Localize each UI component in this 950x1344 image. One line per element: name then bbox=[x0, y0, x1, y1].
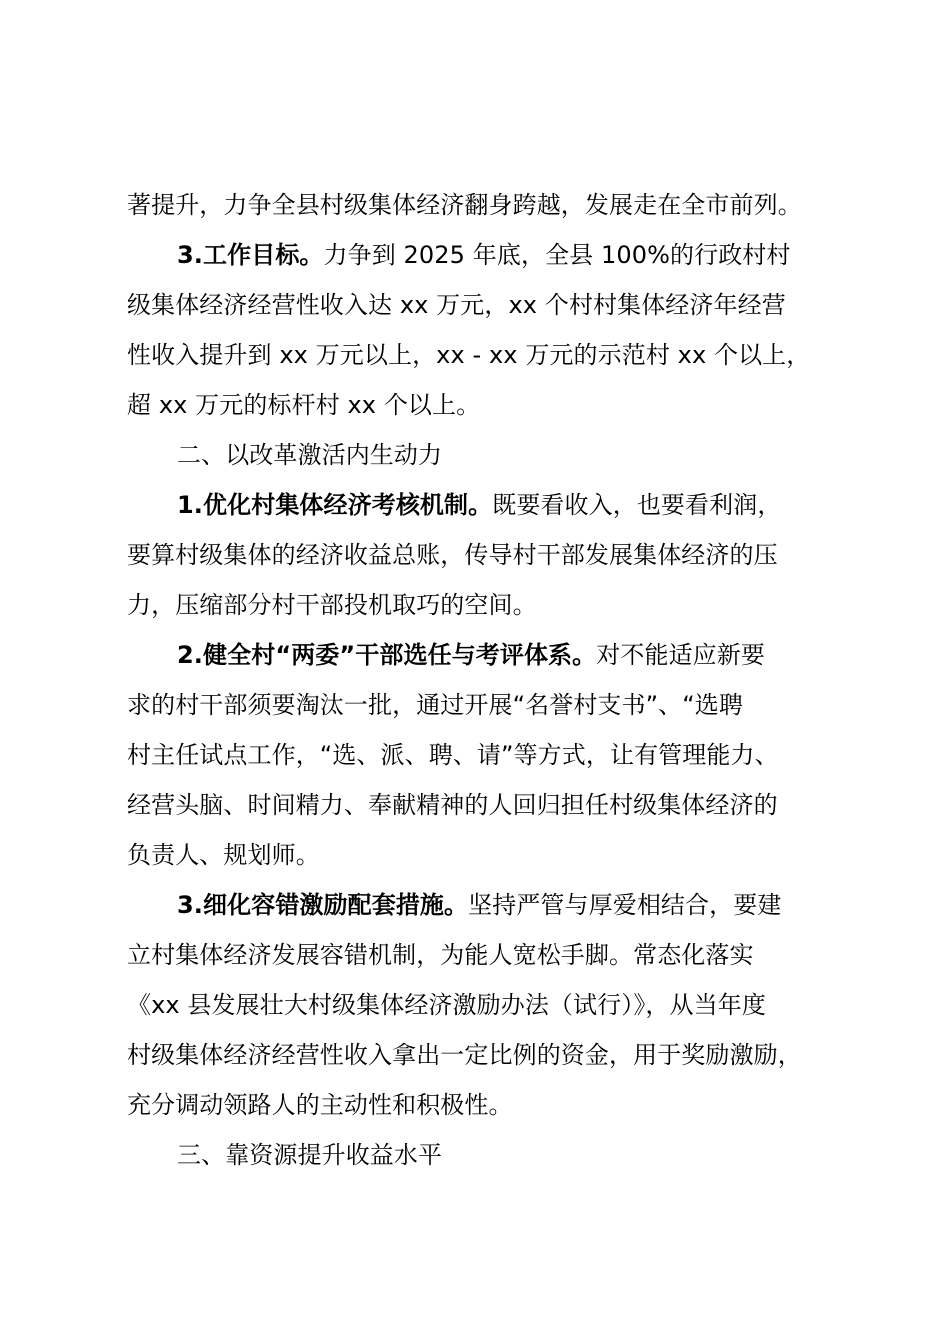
section-heading bbox=[177, 1139, 442, 1171]
line-text: 既要看收入，也要看利润， bbox=[492, 491, 782, 519]
line-text: 村级集体经济经营性收入拿出一定比例的资金，用于奖励激励， bbox=[127, 1041, 802, 1069]
line-text: 级集体经济经营性收入达 xx 万元，xx 个村村集体经济年经营 bbox=[127, 291, 786, 319]
line-text: 要算村级集体的经济收益总账，传导村干部发展集体经济的压 bbox=[127, 541, 778, 569]
paragraph-line bbox=[127, 389, 480, 421]
item-heading: 3.细化容错激励配套措施。 bbox=[177, 891, 469, 919]
line-text: 求的村干部须要淘汰一批，通过开展“名誉村支书”、“选聘 bbox=[127, 691, 743, 719]
paragraph-line bbox=[127, 539, 778, 571]
paragraph-line bbox=[127, 939, 754, 971]
section-heading-text: 三、靠资源提升收益水平 bbox=[177, 1141, 443, 1169]
paragraph-line bbox=[127, 289, 786, 321]
paragraph-line bbox=[177, 239, 791, 271]
section-heading-text: 二、以改革激活内生动力 bbox=[177, 441, 443, 469]
paragraph-line bbox=[127, 739, 779, 771]
line-text: 性收入提升到 xx 万元以上，xx - xx 万元的示范村 xx 个以上， bbox=[127, 341, 811, 369]
line-text: 超 xx 万元的标杆村 xx 个以上。 bbox=[127, 391, 481, 419]
line-text: 坚持严管与厚爱相结合，要建 bbox=[468, 891, 782, 919]
line-text: 《xx 县发展壮大村级集体经济激励办法（试行）》，从当年度 bbox=[127, 991, 766, 1019]
line-text: 力争到 2025 年底，全县 100%的行政村村 bbox=[323, 241, 791, 269]
line-text: 立村集体经济发展容错机制，为能人宽松手脚。常态化落实 bbox=[127, 941, 754, 969]
paragraph-line bbox=[177, 639, 765, 671]
paragraph-line bbox=[127, 1089, 513, 1121]
paragraph-line bbox=[127, 839, 320, 871]
line-text: 对不能适应新要 bbox=[596, 641, 765, 669]
paragraph-line bbox=[127, 689, 743, 721]
line-text: 村主任试点工作，“选、派、聘、请”等方式，让有管理能力、 bbox=[127, 741, 779, 769]
line-text: 充分调动领路人的主动性和积极性。 bbox=[127, 1091, 513, 1119]
line-text: 力，压缩部分村干部投机取巧的空间。 bbox=[127, 591, 537, 619]
paragraph-line bbox=[177, 889, 781, 921]
line-text: 负责人、规划师。 bbox=[127, 841, 320, 869]
paragraph-line bbox=[127, 1039, 802, 1071]
paragraph-line bbox=[127, 189, 802, 221]
paragraph-line bbox=[127, 339, 810, 371]
section-heading bbox=[177, 439, 442, 471]
item-heading: 3.工作目标。 bbox=[177, 241, 324, 269]
paragraph-line bbox=[127, 989, 766, 1021]
item-heading: 1.优化村集体经济考核机制。 bbox=[177, 491, 493, 519]
line-text: 著提升，力争全县村级集体经济翻身跨越，发展走在全市前列。 bbox=[127, 191, 802, 219]
line-text: 经营头脑、时间精力、奉献精神的人回归担任村级集体经济的 bbox=[127, 791, 778, 819]
item-heading: 2.健全村“两委”干部选任与考评体系。 bbox=[177, 641, 597, 669]
paragraph-line bbox=[127, 789, 778, 821]
paragraph-line bbox=[177, 489, 781, 521]
paragraph-line bbox=[127, 589, 537, 621]
